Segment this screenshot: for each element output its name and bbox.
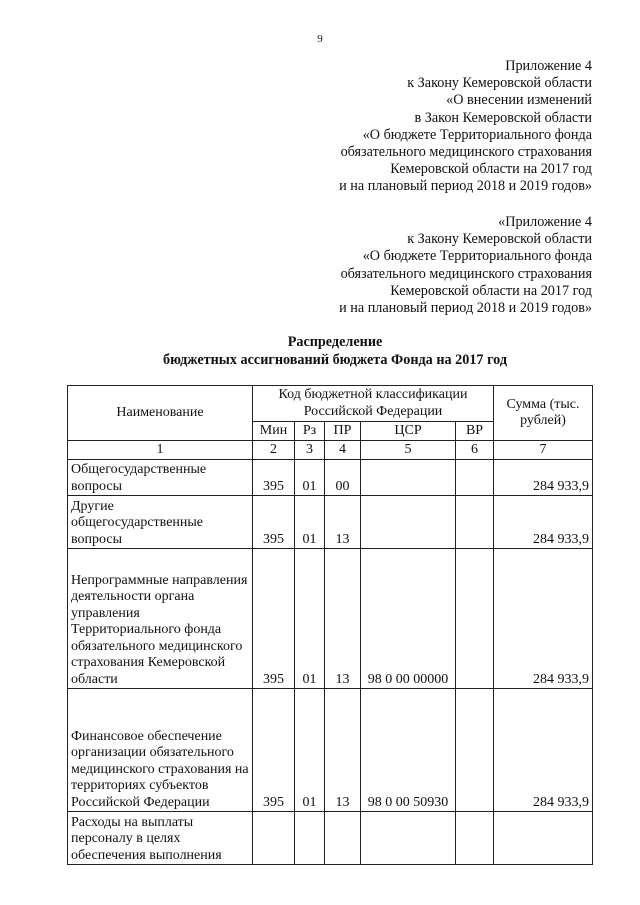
appendix-quote-line: и на плановый период 2018 и 2019 годов» bbox=[339, 300, 592, 317]
header-csr: ЦСР bbox=[361, 422, 456, 441]
row-name: Финансовое обеспечение организации обязательного медицинского страхования на территориях субъектов Российской Федерации bbox=[68, 689, 253, 812]
appendix-header-line: в Закон Кемеровской области bbox=[414, 109, 592, 126]
column-number: 4 bbox=[325, 441, 361, 460]
row-min bbox=[253, 812, 295, 865]
page-number: 9 bbox=[317, 33, 323, 45]
appendix-header-line: Кемеровской области на 2017 год bbox=[390, 161, 592, 178]
row-vr bbox=[456, 496, 494, 549]
column-number: 3 bbox=[295, 441, 325, 460]
row-sum: 284 933,9 bbox=[494, 689, 593, 812]
header-sum: Сумма (тыс. рублей) bbox=[494, 386, 593, 441]
row-name: Непрограммные направления деятельности органа управления Территориального фонда обязательного медицинского страхования Кемеровской области bbox=[68, 549, 253, 689]
appendix-quote-line: «О бюджете Территориального фонда bbox=[362, 248, 592, 265]
table-row bbox=[68, 496, 593, 549]
row-csr bbox=[361, 812, 456, 865]
row-min: 395 bbox=[253, 496, 295, 549]
column-number: 2 bbox=[253, 441, 295, 460]
row-name: Расходы на выплаты персоналу в целях обеспечения выполнения bbox=[68, 812, 253, 865]
row-csr: 98 0 00 00000 bbox=[361, 549, 456, 689]
column-numbers-row bbox=[68, 441, 593, 460]
header-rz: Рз bbox=[295, 422, 325, 441]
row-csr bbox=[361, 496, 456, 549]
title-line-1: Распределение bbox=[287, 334, 383, 350]
table-row bbox=[68, 812, 593, 865]
row-sum: 284 933,9 bbox=[494, 496, 593, 549]
row-vr bbox=[456, 549, 494, 689]
row-sum: 284 933,9 bbox=[494, 549, 593, 689]
row-min: 395 bbox=[253, 460, 295, 496]
row-name: Общегосударственные вопросы bbox=[68, 460, 253, 496]
row-pr: 13 bbox=[325, 549, 361, 689]
row-pr bbox=[325, 812, 361, 865]
column-number: 7 bbox=[494, 441, 593, 460]
row-sum bbox=[494, 812, 593, 865]
row-pr: 13 bbox=[325, 689, 361, 812]
table-row bbox=[68, 460, 593, 496]
header-pr: ПР bbox=[325, 422, 361, 441]
appendix-header-line: обязательного медицинского страхования bbox=[340, 144, 592, 161]
column-number: 5 bbox=[361, 441, 456, 460]
row-vr bbox=[456, 689, 494, 812]
appendix-header-line: к Закону Кемеровской области bbox=[407, 75, 592, 92]
row-rz: 01 bbox=[295, 460, 325, 496]
column-number: 6 bbox=[456, 441, 494, 460]
row-pr: 13 bbox=[325, 496, 361, 549]
row-min: 395 bbox=[253, 549, 295, 689]
appendix-header-line: «О внесении изменений bbox=[446, 92, 592, 109]
appendix-quote-line: «Приложение 4 bbox=[498, 214, 592, 230]
header-min: Мин bbox=[253, 422, 295, 441]
appendix-quote-line: Кемеровской области на 2017 год bbox=[390, 282, 592, 299]
row-sum: 284 933,9 bbox=[494, 460, 593, 496]
row-rz: 01 bbox=[295, 689, 325, 812]
row-vr bbox=[456, 812, 494, 865]
table-row bbox=[68, 549, 593, 689]
appendix-header-line: и на плановый период 2018 и 2019 годов» bbox=[339, 178, 592, 195]
appendix-header bbox=[339, 58, 592, 196]
appendix-header-line: «О бюджете Территориального фонда bbox=[362, 126, 592, 143]
row-rz: 01 bbox=[295, 549, 325, 689]
header-code-group: Код бюджетной классификации Российской Федерации bbox=[253, 386, 494, 422]
table-row bbox=[68, 689, 593, 812]
appendix-quote bbox=[339, 214, 592, 317]
column-number: 1 bbox=[68, 441, 253, 460]
row-vr bbox=[456, 460, 494, 496]
title-line-2: бюджетных ассигнований бюджета Фонда на 2017 год bbox=[162, 351, 508, 368]
row-pr: 00 bbox=[325, 460, 361, 496]
row-rz bbox=[295, 812, 325, 865]
row-min: 395 bbox=[253, 689, 295, 812]
row-csr: 98 0 00 50930 bbox=[361, 689, 456, 812]
header-vr: ВР bbox=[456, 422, 494, 441]
appendix-header-line: Приложение 4 bbox=[505, 58, 592, 74]
row-rz: 01 bbox=[295, 496, 325, 549]
appendix-quote-line: обязательного медицинского страхования bbox=[340, 265, 592, 282]
row-csr bbox=[361, 460, 456, 496]
header-name: Наименование bbox=[68, 386, 253, 441]
budget-table bbox=[67, 385, 593, 865]
row-name: Другие общегосударственные вопросы bbox=[68, 496, 253, 549]
appendix-quote-line: к Закону Кемеровской области bbox=[407, 231, 592, 248]
document-title bbox=[0, 334, 640, 369]
